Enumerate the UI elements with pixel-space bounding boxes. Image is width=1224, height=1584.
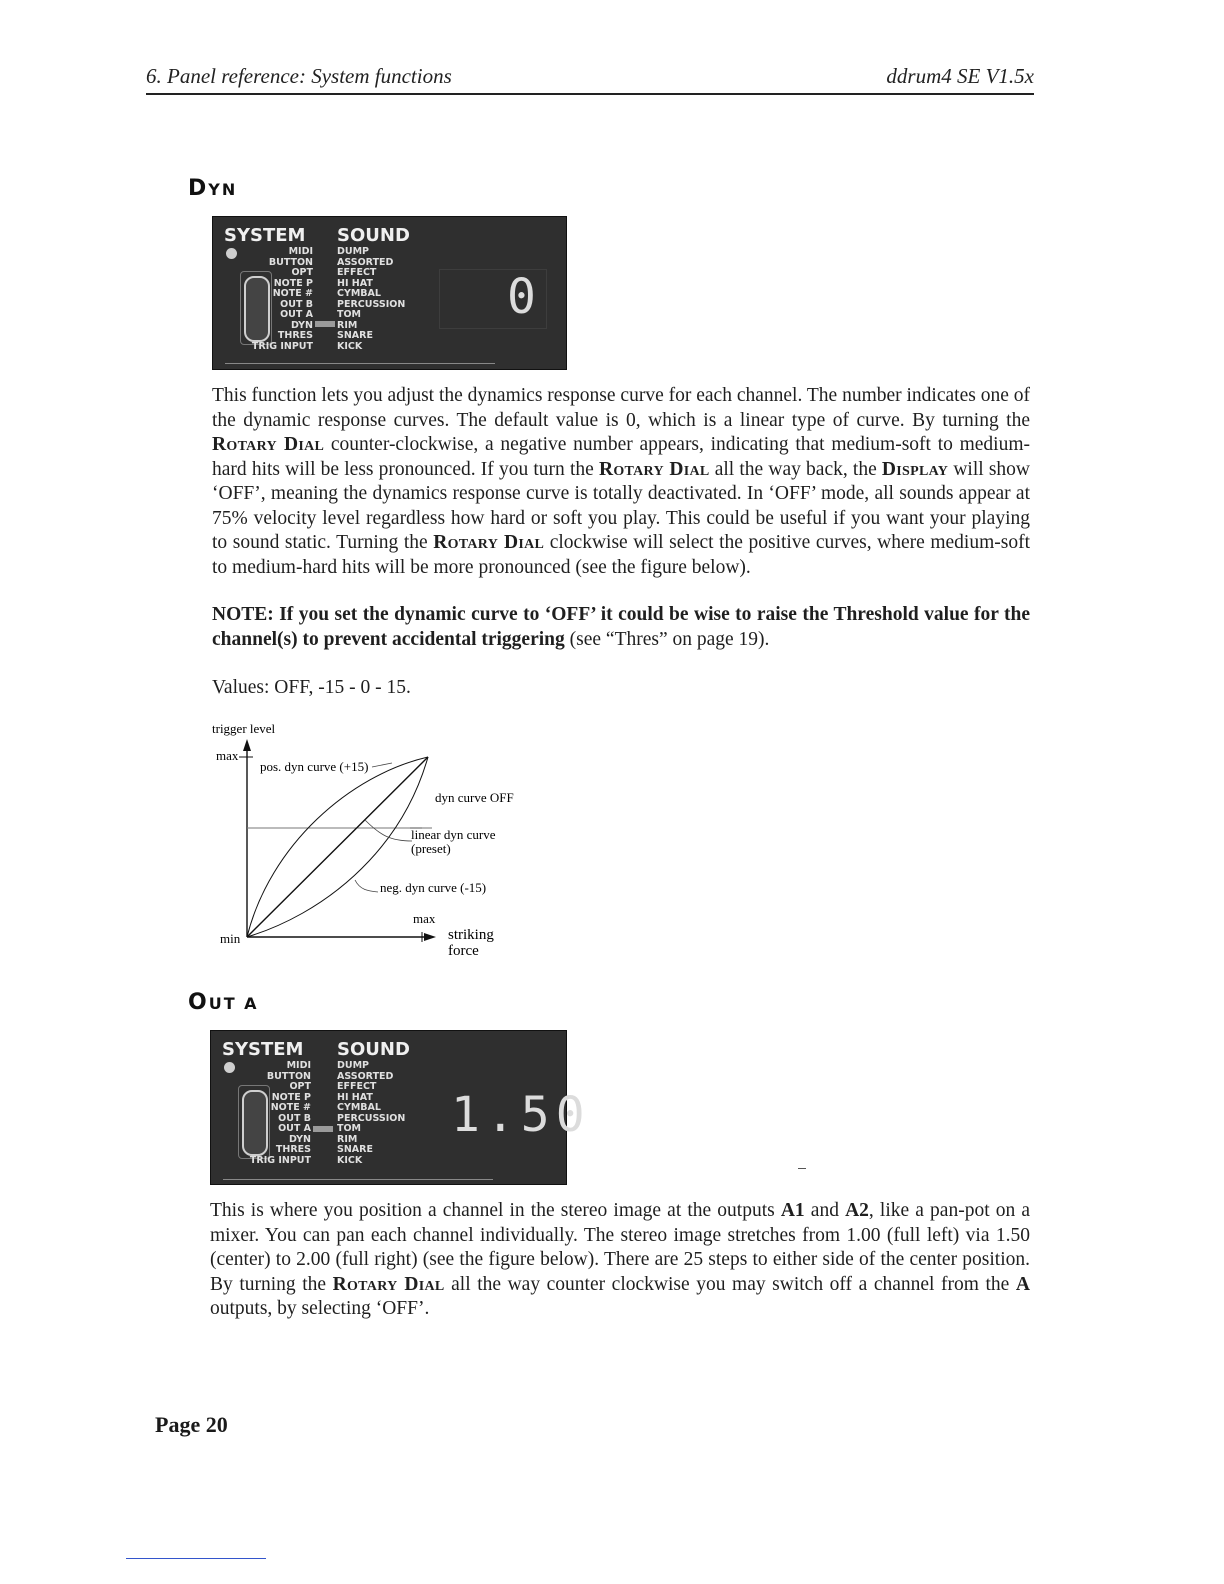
dyn-description [212,384,1030,580]
text-run: outputs, by selecting ‘OFF’. [210,1298,430,1319]
sound-menu-item: EFFECT [337,1081,377,1092]
text-run: and [804,1200,846,1221]
system-menu-item: TRIG INPUT [251,340,313,352]
section-title-rest: UT A [208,994,259,1013]
sound-menu-item: PERCUSSION [337,1112,406,1124]
system-menu-item: TRIG INPUT [249,1154,311,1166]
panel-system-label: SYSTEM [224,225,306,246]
system-menu-item: NOTE P [271,1091,311,1103]
system-menu-item: OPT [291,267,313,278]
panel-sound-label: SOUND [337,1039,410,1060]
running-header-section: 6. Panel reference: System functions [146,64,452,88]
sound-menu-item: EFFECT [337,267,377,278]
dyn-note [212,603,1030,652]
sound-menu-item: HI HAT [337,1091,373,1103]
sound-menu-item: HI HAT [337,277,373,289]
sound-menu-item: CYMBAL [337,288,381,299]
system-menu-item: THRES [275,1144,311,1155]
sound-menu-item: DUMP [337,1060,370,1071]
dyn-curve-diagram [200,715,530,965]
text-run: This function lets you adjust the dynamics response curve for each channel. The number indicates one of the dynamic response curves. The default value is 0, which is a linear type of curve. By turning the [212,385,1030,431]
running-header-manual: ddrum4 SE V1.5x [886,64,1034,88]
sound-menu-item: RIM [337,1133,358,1145]
system-menu-item: OPT [289,1081,311,1092]
off-curve-label: dyn curve OFF [435,790,514,805]
stray-mark [798,1168,806,1169]
panel-display-dyn [212,216,567,370]
system-menu-item: MIDI [288,246,313,257]
seven-segment-value: 1.50 [451,1087,591,1143]
output-a2-term: A2 [845,1200,869,1221]
header-rule [146,93,1034,95]
dyn-values: Values: OFF, -15 - 0 - 15. [212,677,411,698]
page-number: Page 20 [155,1412,228,1437]
system-menu-item: BUTTON [266,1070,311,1082]
sound-menu-item: KICK [337,1154,363,1166]
sound-menu-item: ASSORTED [337,1070,394,1082]
system-menu-item: DYN [288,1133,311,1145]
text-run: clockwise will select the positive curves, where medium-soft to medium-hard hits will be more pronounced (see the figure below). [212,532,1030,578]
y-axis-label: trigger level [212,721,276,736]
text-run: all the way counter clockwise you may switch off a channel from the [444,1273,1016,1295]
y-axis-arrow-icon [243,739,251,751]
sound-menu-item: PERCUSSION [337,298,406,310]
system-menu-item: DYN [290,319,313,331]
system-menu-item: OUT B [280,298,313,310]
text-run: all the way back, the [709,458,882,480]
sound-menu-item: KICK [337,340,363,352]
leader-pos [372,763,392,767]
system-menu-list [221,1061,311,1166]
rotary-dial-term: Rotary Dial [212,434,325,455]
text-run: This is where you position a channel in the stereo image at the outputs [210,1200,781,1221]
rotary-dial-term: Rotary Dial [598,458,710,480]
sound-menu-item: DUMP [337,246,370,257]
y-max-label: max [216,748,239,763]
output-a1-term: A1 [780,1200,805,1221]
neg-curve-label: neg. dyn curve (-15) [380,880,487,895]
panel-display-out-a [210,1030,591,1185]
sound-menu-item: CYMBAL [337,1102,381,1113]
text-run: , like a pan-pot on a mixer. You can pan each channel individually. The stereo image stretches from 1.00 (full left) via 1.50 (center) to 2.00 (full right) (see the figure below). There are 25 steps to either side of the center position. By turning the [210,1200,1030,1295]
section-title-rest: YN [208,180,238,199]
leader-neg [355,880,378,892]
panel-underline [225,363,495,364]
footer-link-rule [126,1558,266,1559]
text-run: will show ‘OFF’, meaning the dynamics response curve is totally deactivated. In ‘OFF’ mode, all sounds appear at 75% velocity level regardless how hard or soft you play. This could be useful if you want your playing to sound static. Turning the [212,458,1031,553]
panel-system-label: SYSTEM [222,1039,304,1060]
system-menu-list [223,247,313,352]
note-plain-text: (see “Thres” on page 19). [564,628,770,650]
section-title-dyn [188,176,237,201]
sound-menu-item: TOM [337,1123,362,1134]
system-menu-item: THRES [277,330,313,341]
sound-menu-list [337,1061,405,1166]
sound-menu-item: SNARE [337,330,373,341]
output-a-term: A [1015,1273,1030,1295]
system-menu-item: BUTTON [268,256,313,268]
display-term: Display [881,458,949,480]
linear-curve-label-2: (preset) [411,841,451,856]
x-axis-label-1: striking [448,927,494,943]
system-menu-item: OUT A [278,1123,311,1134]
pos-curve-label: pos. dyn curve (+15) [260,759,369,774]
sound-menu-item: SNARE [337,1144,373,1155]
x-axis-arrow-icon [424,933,436,941]
system-menu-item: OUT A [280,309,313,320]
panel-sound-label: SOUND [337,225,410,246]
selection-indicator [315,321,335,327]
linear-curve-label-1: linear dyn curve [411,827,496,842]
system-menu-item: NOTE # [270,1102,311,1113]
selection-indicator [313,1126,333,1132]
x-axis-label-2: force [448,943,479,959]
system-menu-item: OUT B [278,1112,311,1124]
note-bold-text: NOTE: If you set the dynamic curve to ‘OFF’ it could be wise to raise the Threshold value for the channel(s) to prevent accidental triggering [212,604,1030,650]
sound-menu-list [337,247,405,352]
section-title-out-a [188,990,259,1015]
section-title-cap: D [188,176,209,201]
sound-menu-item: TOM [337,309,362,320]
section-title-cap: O [188,990,209,1015]
curve-linear-line [247,757,428,937]
out-a-description [210,1199,1030,1322]
system-menu-item: NOTE P [273,277,313,289]
rotary-dial-term: Rotary Dial [332,1273,445,1295]
x-max-label: max [413,911,436,926]
sound-menu-item: RIM [337,319,358,331]
system-menu-item: NOTE # [272,288,313,299]
y-min-label: min [220,931,241,946]
sound-menu-item: ASSORTED [337,256,394,268]
seven-segment-value: 0 [507,269,542,325]
panel-underline [223,1179,493,1180]
system-menu-item: MIDI [286,1060,311,1071]
text-run: counter-clockwise, a negative number appears, indicating that medium-soft to medium-hard hits will be less pronounced. If you turn the [212,434,1030,480]
rotary-dial-term: Rotary Dial [433,532,545,553]
